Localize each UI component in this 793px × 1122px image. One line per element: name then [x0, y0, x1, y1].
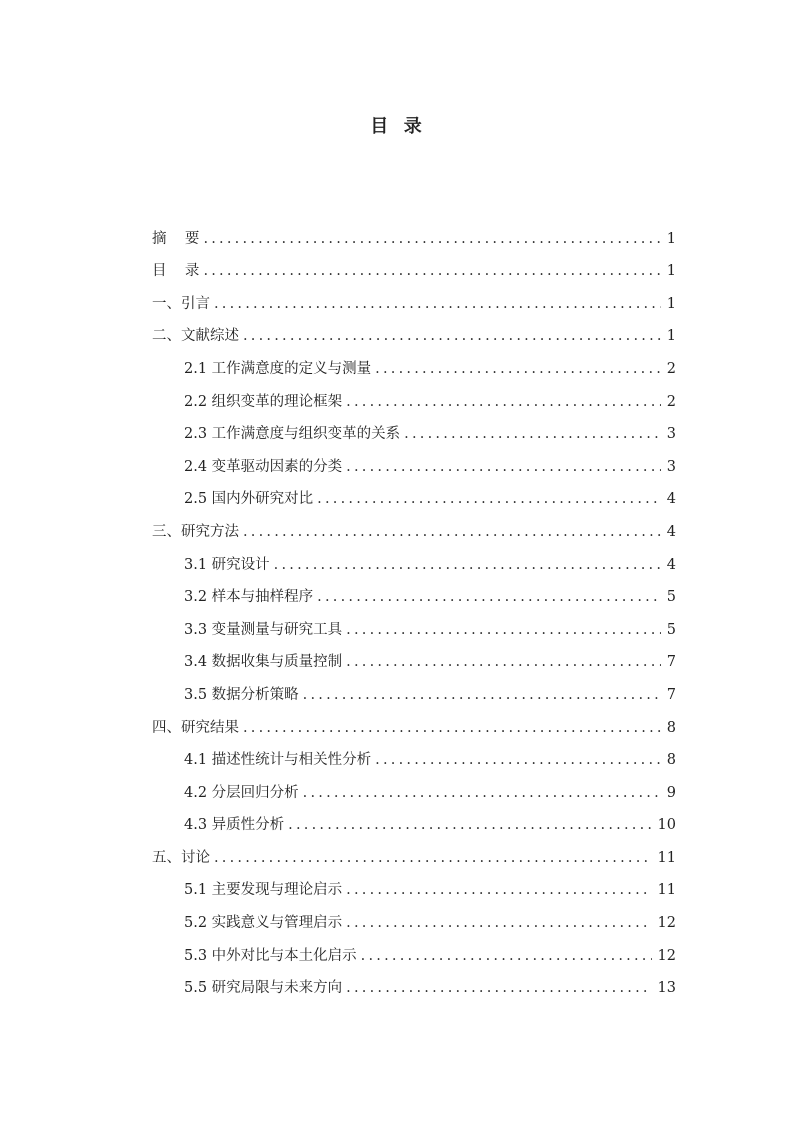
toc-dot-leader	[375, 359, 661, 379]
toc-entry[interactable]	[152, 379, 676, 412]
toc-entry-label: 5.2 实践意义与管理启示	[184, 915, 343, 932]
toc-page-number: 1	[666, 295, 676, 312]
toc-page-number: 1	[666, 230, 676, 247]
toc-entry[interactable]	[152, 770, 676, 803]
toc-entry-label: 3.4 数据收集与质量控制	[184, 654, 343, 671]
toc-dot-leader	[346, 913, 651, 933]
toc-dot-leader	[404, 424, 661, 444]
toc-page-number: 12	[657, 947, 676, 964]
table-of-contents	[152, 216, 676, 998]
toc-entry-label: 4.3 异质性分析	[184, 817, 285, 834]
toc-dot-leader	[346, 978, 651, 998]
toc-dot-leader	[346, 620, 661, 640]
toc-dot-leader	[346, 652, 661, 672]
toc-page-number: 4	[666, 556, 676, 573]
toc-page-number: 8	[666, 719, 676, 736]
toc-entry[interactable]	[152, 542, 676, 575]
toc-page-number: 2	[666, 393, 676, 410]
toc-page-number: 7	[666, 654, 676, 671]
toc-dot-leader	[214, 848, 652, 868]
toc-page-number: 11	[657, 849, 676, 866]
toc-entry[interactable]	[152, 216, 676, 249]
toc-dot-leader	[375, 750, 661, 770]
toc-title: 目 录	[370, 116, 423, 137]
toc-entry-label: 2.5 国内外研究对比	[184, 491, 314, 508]
toc-entry[interactable]	[152, 705, 676, 738]
toc-entry[interactable]	[152, 803, 676, 836]
toc-entry-label: 5.5 研究局限与未来方向	[184, 980, 343, 997]
toc-entry-label: 一、引言	[152, 295, 210, 312]
toc-entry[interactable]	[152, 835, 676, 868]
toc-entry-label: 3.5 数据分析策略	[184, 686, 299, 703]
toc-dot-leader	[361, 946, 652, 966]
toc-dot-leader	[274, 555, 661, 575]
toc-entry-label: 4.1 描述性统计与相关性分析	[184, 752, 372, 769]
toc-entry-label: 三、研究方法	[152, 523, 239, 540]
toc-entry[interactable]	[152, 509, 676, 542]
toc-dot-leader	[243, 718, 661, 738]
toc-entry-label: 五、讨论	[152, 849, 210, 866]
toc-entry-label: 3.1 研究设计	[184, 556, 270, 573]
toc-page-number: 4	[666, 523, 676, 540]
toc-dot-leader	[317, 489, 661, 509]
toc-page-number: 13	[657, 980, 676, 997]
toc-page-number: 11	[657, 882, 676, 899]
toc-page-number: 12	[657, 915, 676, 932]
toc-dot-leader	[203, 261, 660, 281]
toc-entry-label: 2.1 工作满意度的定义与测量	[184, 360, 372, 377]
toc-entry-label: 2.4 变革驱动因素的分类	[184, 458, 343, 475]
toc-dot-leader	[288, 815, 651, 835]
toc-dot-leader	[203, 229, 660, 249]
toc-entry-label: 摘 要	[152, 230, 200, 247]
toc-dot-leader	[346, 392, 661, 412]
toc-page-number: 8	[666, 752, 676, 769]
toc-page-number: 3	[666, 426, 676, 443]
toc-entry[interactable]	[152, 738, 676, 771]
toc-entry[interactable]	[152, 966, 676, 999]
toc-entry[interactable]	[152, 672, 676, 705]
toc-entry[interactable]	[152, 444, 676, 477]
toc-page-number: 2	[666, 360, 676, 377]
toc-page-number: 10	[657, 817, 676, 834]
toc-entry[interactable]	[152, 868, 676, 901]
toc-entry-label: 2.2 组织变革的理论框架	[184, 393, 343, 410]
toc-entry-label: 3.2 样本与抽样程序	[184, 589, 314, 606]
toc-page-number: 5	[666, 621, 676, 638]
toc-entry[interactable]	[152, 314, 676, 347]
toc-dot-leader	[317, 587, 661, 607]
toc-entry-label: 二、文献综述	[152, 328, 239, 345]
toc-entry-label: 目 录	[152, 263, 200, 280]
toc-page-number: 4	[666, 491, 676, 508]
toc-entry[interactable]	[152, 249, 676, 282]
toc-dot-leader	[243, 326, 661, 346]
toc-dot-leader	[346, 880, 651, 900]
toc-entry-label: 3.3 变量测量与研究工具	[184, 621, 343, 638]
toc-page-number: 9	[666, 784, 676, 801]
toc-page-number: 1	[666, 263, 676, 280]
toc-entry-label: 5.1 主要发现与理论启示	[184, 882, 343, 899]
toc-page-number: 3	[666, 458, 676, 475]
toc-dot-leader	[214, 294, 661, 314]
toc-dot-leader	[303, 783, 661, 803]
toc-entry[interactable]	[152, 575, 676, 608]
toc-entry[interactable]	[152, 281, 676, 314]
toc-page-number: 7	[666, 686, 676, 703]
toc-entry[interactable]	[152, 412, 676, 445]
toc-entry[interactable]	[152, 933, 676, 966]
toc-dot-leader	[303, 685, 661, 705]
toc-entry-label: 四、研究结果	[152, 719, 239, 736]
toc-entry-label: 2.3 工作满意度与组织变革的关系	[184, 426, 401, 443]
toc-entry-label: 4.2 分层回归分析	[184, 784, 299, 801]
toc-entry[interactable]	[152, 900, 676, 933]
toc-entry-label: 5.3 中外对比与本土化启示	[184, 947, 357, 964]
toc-entry[interactable]	[152, 607, 676, 640]
toc-page-number: 1	[666, 328, 676, 345]
toc-entry[interactable]	[152, 640, 676, 673]
toc-page-number: 5	[666, 589, 676, 606]
toc-entry[interactable]	[152, 346, 676, 379]
toc-dot-leader	[346, 457, 661, 477]
toc-entry[interactable]	[152, 477, 676, 510]
toc-dot-leader	[243, 522, 661, 542]
